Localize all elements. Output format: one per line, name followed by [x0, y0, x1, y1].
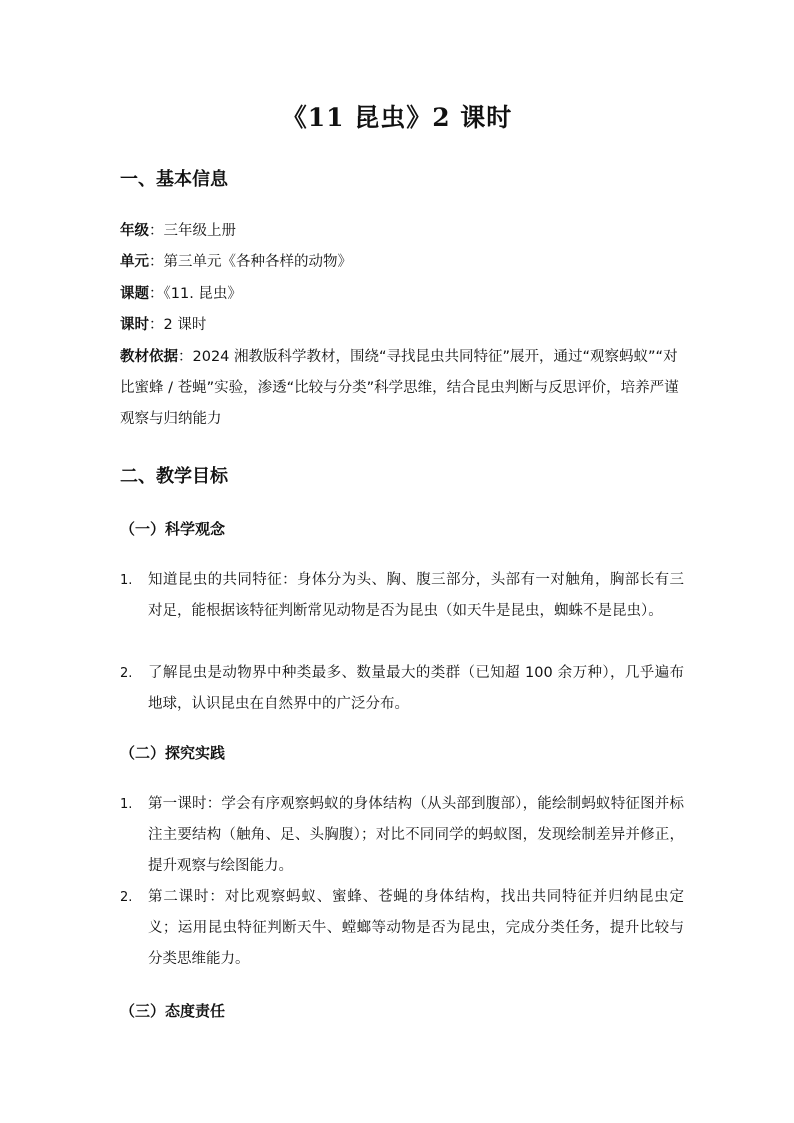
list-item	[120, 658, 684, 720]
hours-value: ：2 课时	[149, 317, 207, 333]
list-text: 第二课时：对比观察蚂蚁、蜜蜂、苍蝇的身体结构，找出共同特征并归纳昆虫定义；运用昆虫特征判断天牛、螳螂等动物是否为昆虫，完成分类任务，提升比较与分类思维能力。	[148, 889, 684, 967]
grade-value: ：三年级上册	[149, 223, 236, 239]
basis-label: 教材依据	[120, 349, 178, 365]
grade-label: 年级	[120, 223, 149, 239]
section-heading-basic-info: 一、基本信息	[120, 169, 228, 190]
topic-line	[120, 279, 680, 310]
list-item	[120, 789, 684, 882]
grade-line	[120, 216, 680, 247]
list-text: 知道昆虫的共同特征：身体分为头、胸、腹三部分，头部有一对触角，胸部长有三对足，能根据该特征判断常见动物是否为昆虫（如天牛是昆虫，蜘蛛不是昆虫）。	[148, 572, 684, 619]
list-number: 2.	[120, 666, 133, 681]
list-number: 1.	[120, 797, 133, 812]
basis-value: ：2024 湘教版科学教材，围绕“寻找昆虫共同特征”展开，通过“观察蚂蚁”“对比蜜蜂 / 苍蝇”实验，渗透“比较与分类”科学思维，结合昆虫判断与反思评价，培养严谨观察与归纳能力	[120, 349, 679, 427]
list-number: 1.	[120, 573, 133, 588]
list-item	[120, 882, 684, 975]
hours-line	[120, 310, 680, 341]
list-item	[120, 565, 684, 627]
unit-value: ：第三单元《各种各样的动物》	[149, 254, 352, 270]
subheading-inquiry-practice: （二）探究实践	[120, 744, 226, 762]
unit-label: 单元	[120, 254, 149, 270]
topic-value: ：《11. 昆虫》	[149, 286, 242, 302]
topic-label: 课题	[120, 286, 149, 302]
list-text: 了解昆虫是动物界中种类最多、数量最大的类群（已知超 100 余万种），几乎遍布地球，认识昆虫在自然界中的广泛分布。	[148, 665, 684, 712]
textbook-basis-paragraph	[120, 342, 684, 435]
document-title: 《11 昆虫》2 课时	[281, 103, 513, 132]
list-number: 2.	[120, 890, 133, 905]
section-heading-teaching-goals: 二、教学目标	[120, 466, 228, 487]
unit-line	[120, 247, 680, 278]
hours-label: 课时	[120, 317, 149, 333]
subheading-attitude-responsibility: （三）态度责任	[120, 1002, 226, 1020]
list-text: 第一课时：学会有序观察蚂蚁的身体结构（从头部到腹部），能绘制蚂蚁特征图并标注主要结构（触角、足、头胸腹）；对比不同同学的蚂蚁图，发现绘制差异并修正，提升观察与绘图能力。	[148, 796, 684, 874]
subheading-science-concepts: （一）科学观念	[120, 520, 226, 538]
